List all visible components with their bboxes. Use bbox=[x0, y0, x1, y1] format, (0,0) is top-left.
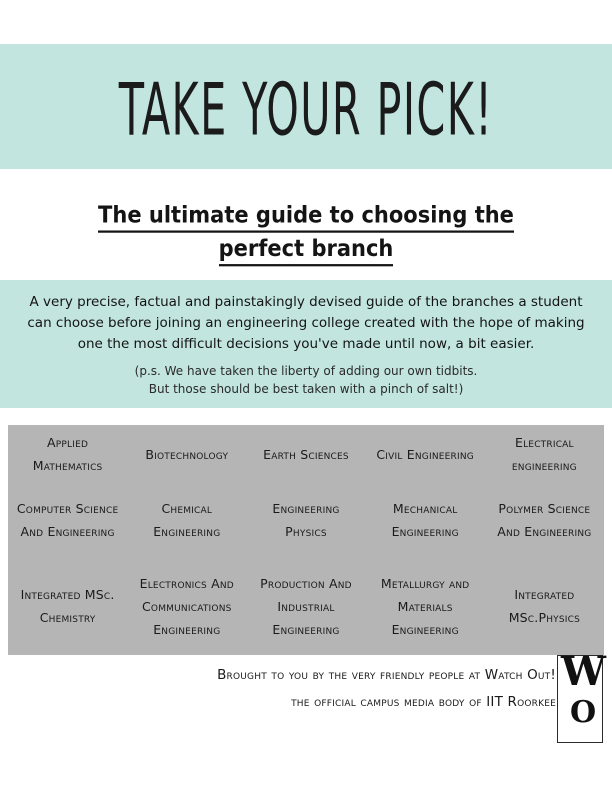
branch-cell[interactable]: Engineering Physics bbox=[272, 501, 340, 539]
table-row bbox=[8, 557, 604, 655]
title-banner bbox=[0, 44, 612, 169]
branches-table bbox=[8, 425, 604, 655]
logo-letter-o: O bbox=[570, 695, 597, 730]
branch-cell[interactable]: Electrical engineering bbox=[511, 435, 577, 473]
branch-cell[interactable]: Electronics And Communications Engineering bbox=[139, 575, 234, 637]
branch-cell[interactable]: Metallurgy and Materials Engineering bbox=[380, 575, 470, 637]
page-title: TAKE YOUR PICK! bbox=[118, 68, 494, 153]
branch-cell[interactable]: Chemical Engineering bbox=[153, 501, 221, 539]
logo-letter-w: W bbox=[561, 648, 606, 695]
branch-cell[interactable]: Integrated MSc.Physics bbox=[508, 587, 581, 625]
branches-table-wrapper bbox=[8, 425, 604, 655]
branch-cell[interactable]: Computer Science And Engineering bbox=[16, 501, 119, 539]
postscript-line-1: (p.s. We have taken the liberty of adding our own tidbits. bbox=[134, 364, 478, 378]
branch-cell[interactable]: Polymer Science And Engineering bbox=[497, 501, 592, 539]
intro-paragraph: A very precise, factual and painstakingly devised guide of the branches a student can choose before joining an engineering college created with the hope of making one the most difficult decisions you've made until now, a bit easier. bbox=[27, 294, 585, 352]
postscript-note bbox=[60, 362, 552, 398]
branch-cell[interactable]: Civil Engineering bbox=[376, 446, 474, 462]
subtitle-line-1: The ultimate guide to choosing the bbox=[0, 198, 612, 232]
footer-credit-line: Brought to you by the very friendly people at Watch Out! bbox=[217, 667, 556, 683]
subtitle-line-2: perfect branch bbox=[0, 232, 612, 266]
branch-cell[interactable]: Integrated MSc. Chemistry bbox=[20, 587, 115, 625]
footer bbox=[0, 648, 612, 755]
branch-cell[interactable]: Production And Industrial Engineering bbox=[260, 575, 352, 637]
postscript-line-2: But those should be best taken with a pinch of salt!) bbox=[148, 382, 464, 396]
table-row bbox=[8, 483, 604, 557]
branch-cell[interactable]: Earth Sciences bbox=[263, 446, 349, 462]
branch-cell[interactable]: Biotechnology bbox=[145, 446, 229, 462]
watch-out-logo bbox=[557, 648, 606, 743]
footer-org-line: the official campus media body of IIT Roorkee bbox=[291, 694, 556, 710]
branch-cell[interactable]: Applied Mathematics bbox=[32, 435, 103, 473]
subtitle bbox=[0, 198, 612, 265]
table-row bbox=[8, 425, 604, 483]
branch-cell[interactable]: Mechanical Engineering bbox=[391, 501, 459, 539]
